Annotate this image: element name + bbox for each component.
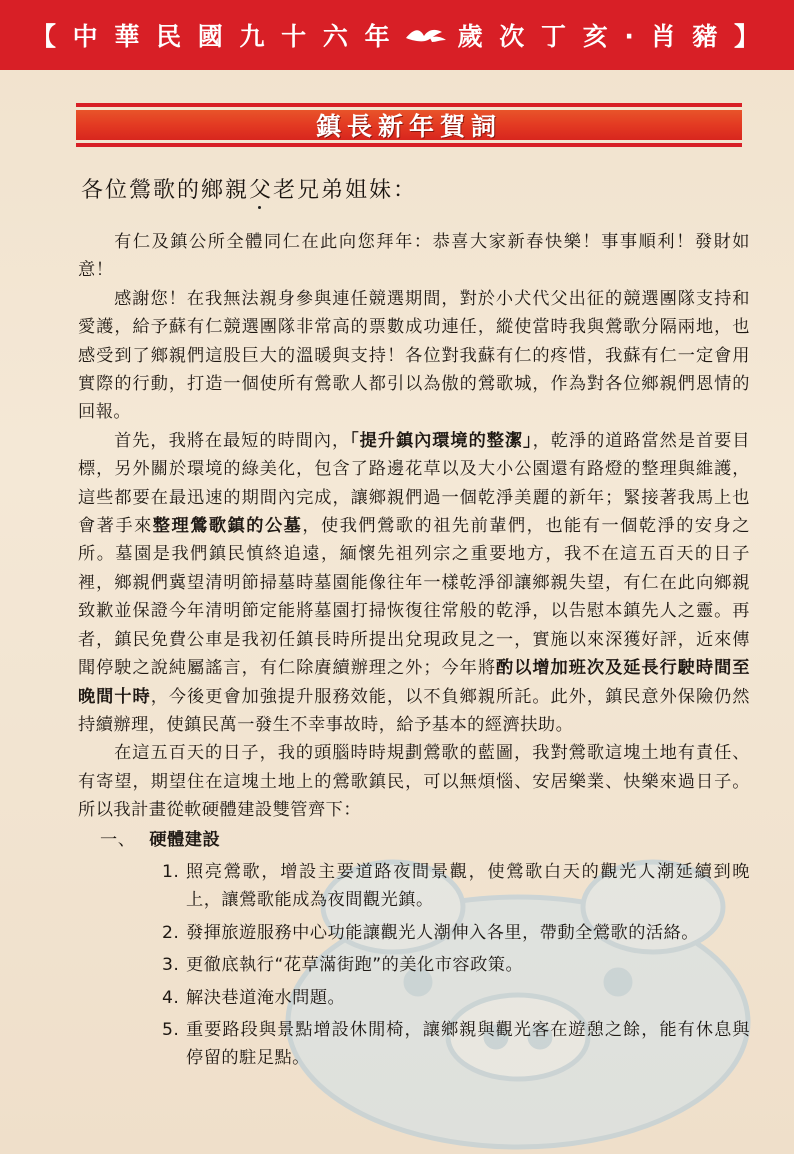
list-item-text: 更徹底執行“花草滿街跑”的美化市容政策。 <box>186 955 524 976</box>
p3-text-g: ，今後更會加強提升服務效能，以不負鄉親所託。此外，鎮民意外保險仍然持續辦理，使鎮民萬一發生不幸事故時，給予基本的經濟扶助。 <box>78 686 750 735</box>
title-fill <box>76 110 742 140</box>
p3-text-c: ，乾淨的道路當然是首要目標，另外關於環境的綠美化，包含了路邊花草以及大小公園還有路燈的整理與維護，這些都要在最迅速的期間內完成，讓鄉親們過一個乾淨美麗的新年；緊接著我馬上也會著手來 <box>78 430 750 537</box>
hardware-list <box>78 858 750 1073</box>
list-item-text: 解決巷道淹水問題。 <box>186 987 346 1008</box>
list-item <box>78 951 750 979</box>
letter-body <box>78 228 750 1073</box>
ink-dot <box>258 206 261 209</box>
p3-bold-environment: 「提升鎮內環境的整潔」 <box>350 430 533 451</box>
p3-bold-cemetery: 整理鶯歌鎮的公墓 <box>152 516 303 537</box>
bird-icon <box>404 24 448 46</box>
list-item <box>78 984 750 1012</box>
salutation: 各位鶯歌的鄉親父老兄弟姐妹： <box>81 178 418 203</box>
paragraph-greeting: 有仁及鎮公所全體同仁在此向您拜年：恭喜大家新春快樂！事事順利！發財如意！ <box>78 232 750 281</box>
paragraph-vision: 在這五百天的日子，我的頭腦時時規劃鶯歌的藍圖，我對鶯歌這塊土地有責任、有寄望，期望住在這塊土地上的鶯歌鎮民，可以無煩惱、安居樂業、快樂來過日子。所以我計畫從軟硬體建設雙管齊下： <box>78 743 750 821</box>
p3-bold-bus: 酌以增加班次及延長行駛時間至晚間十時 <box>78 658 750 707</box>
section-number: 一、 <box>100 829 136 850</box>
header-date-text: 【 中 華 民 國 九 十 六 年 <box>30 22 394 51</box>
list-item-number: 5. <box>162 1019 180 1040</box>
list-item-text: 重要路段與景點增設休閒椅，讓鄉親與觀光客在遊憩之餘，能有休息與停留的駐足點。 <box>186 1019 750 1069</box>
header-zodiac-text: 歲 次 丁 亥 · 肖 豬 】 <box>457 22 764 51</box>
list-item-text: 照亮鶯歌，增設主要道路夜間景觀，使鶯歌白天的觀光人潮延續到晚上，讓鶯歌能成為夜間觀光鎮。 <box>186 861 750 911</box>
section-title: 硬體建設 <box>149 829 221 850</box>
title-stripe-bottom <box>76 143 742 147</box>
p3-text-e: ，使我們鶯歌的祖先前輩們，也能有一個乾淨的安身之所。墓園是我們鎮民慎終追遠，緬懷先祖列宗之重要地方，我不在這五百天的日子裡，鄉親們冀望清明節掃墓時墓園能像往年一樣乾淨卻讓鄉親失望，有仁在此向鄉親致歉並保證今年清明節定能將墓園打掃恢復往常般的乾淨，以告慰本鎮先人之靈。再者，鎮民免費公車是我初任鎮長時所提出兌現政見之一，實施以來深獲好評，近來傳聞停駛之說純屬謠言，有仁除賡續辦理之外；今年將 <box>78 516 750 679</box>
title-banner <box>76 103 742 147</box>
list-item <box>78 858 750 915</box>
list-item-number: 1. <box>162 861 180 882</box>
header-band <box>0 0 794 70</box>
p3-text-a: 首先，我將在最短的時間內， <box>114 430 351 451</box>
list-item-number: 3. <box>162 955 180 976</box>
paragraph-plans <box>78 427 750 739</box>
list-item-number: 2. <box>162 922 180 943</box>
list-item <box>78 919 750 947</box>
paragraph-thanks: 感謝您！在我無法親身參與連任競選期間，對於小犬代父出征的競選團隊支持和愛護，給予蘇有仁競選團隊非常高的票數成功連任，縱使當時我與鶯歌分隔兩地，也感受到了鄉親們這股巨大的溫暖與支持！各位對我蘇有仁的疼惜，我蘇有仁一定會用實際的行動，打造一個使所有鶯歌人都引以為傲的鶯歌城，作為對各位鄉親們恩情的回報。 <box>78 288 750 423</box>
page-title: 鎮長新年賀詞 <box>315 112 502 141</box>
section-heading <box>78 826 750 854</box>
list-item-text: 發揮旅遊服務中心功能讓觀光人潮伸入各里，帶動全鶯歌的活絡。 <box>186 922 699 943</box>
list-item <box>78 1016 750 1073</box>
list-item-number: 4. <box>162 987 180 1008</box>
